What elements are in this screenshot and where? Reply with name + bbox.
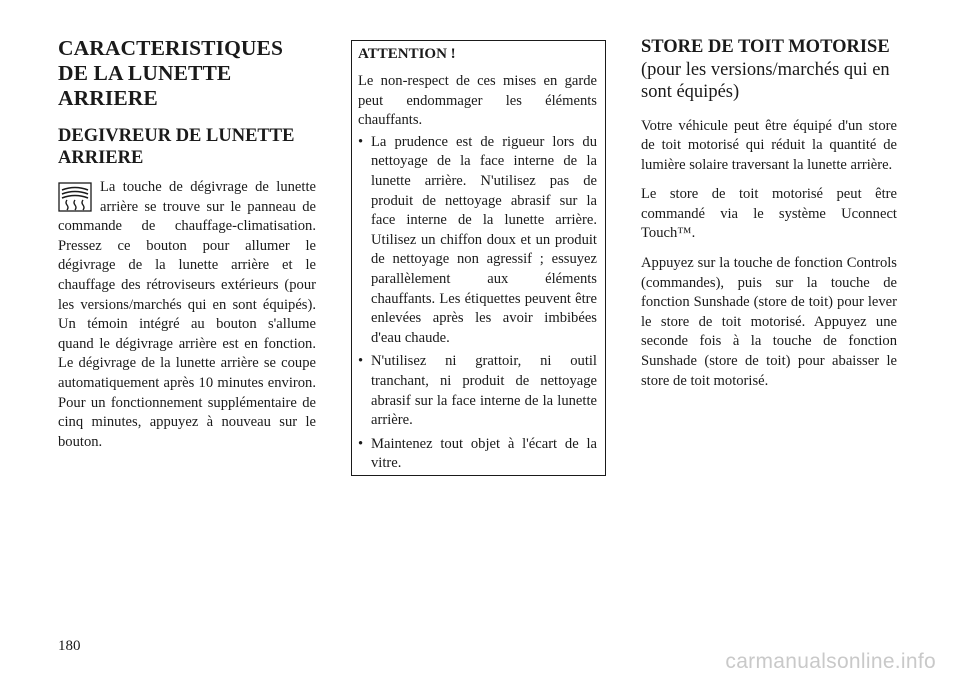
bullet-icon: • [358,133,364,150]
warning-text: La prudence est de rigueur lors du nettoyage de la face interne de la lunette arrière. N'utilisez pas de produit de nettoyage abrasif sur la face interne de la lunette arrière. Utilisez un chiffon doux et un produit de nettoyage non agressif ; essuyez parallèlement aux éléments chauffants. Les étiquettes peuvent être enlevées après les avoir imbibées d'eau chaude. [371,133,597,346]
warning-list [358,133,597,474]
warning-item [358,352,597,430]
defroster-paragraph [58,178,316,452]
bullet-icon: • [358,353,364,370]
attention-intro: Le non-respect de ces mises en garde peut endommager les éléments chauffants. [358,73,597,129]
warning-text: N'utilisez ni grattoir, ni outil tranchant, ni produit de nettoyage abrasif sur la face interne de la lunette arrière. [371,353,597,429]
left-column [58,36,316,452]
warning-text: Maintenez tout objet à l'écart de la vitre. [371,435,597,472]
attention-box [351,40,606,476]
sunshade-paragraph: Votre véhicule peut être équipé d'un store de toit motorisé qui réduit la quantité de lumière solaire traversant la lunette arrière. [641,117,897,173]
watermark: carmanualsonline.info [725,650,936,673]
bullet-icon: • [358,435,364,452]
subsection-title: DEGIVREUR DE LUNETTE ARRIERE [58,126,295,168]
sunshade-paragraph: Le store de toit motorisé peut être commandé via le système Uconnect Touch™. [641,186,897,242]
warning-item [358,435,597,474]
sunshade-paragraph: Appuyez sur la touche de fonction Controls (commandes), puis sur la touche de fonction Sunshade (store de toit) pour lever le store de toit motorisé. Appuyez une seconde fois à la touche de fonction Sunshade (store de toit) pour abaisser le store de toit motorisé. [641,255,897,389]
page-number: 180 [58,638,81,654]
defroster-text: La touche de dégivrage de lunette arrière se trouve sur le panneau de commande de chauffage-climatisation. Pressez ce bouton pour allumer le dégivrage de la lunette arrière et le chauffage des rétroviseurs extérieurs (pour les versions/marchés qui en sont équipés). Un témoin intégré au bouton s'allume quand le dégivrage arrière est en fonction. Le dégivrage de la lunette arrière se coupe automatiquement après 10 minutes environ. Pour un fonctionnement supplémentaire de cinq minutes, appuyez à nouveau sur le bouton. [58,179,316,450]
sunshade-title-suffix: (pour les versions/marchés qui en sont équipés) [641,59,890,102]
right-column [641,36,897,401]
attention-title: ATTENTION ! [358,46,456,62]
middle-column [351,40,606,476]
rear-defrost-icon [58,182,92,212]
section-title: CARACTERISTIQUES DE LA LUNETTE ARRIERE [58,36,284,110]
sunshade-title-main: STORE DE TOIT MOTORISE [641,37,890,57]
warning-item [358,133,597,349]
sunshade-title [641,36,897,104]
